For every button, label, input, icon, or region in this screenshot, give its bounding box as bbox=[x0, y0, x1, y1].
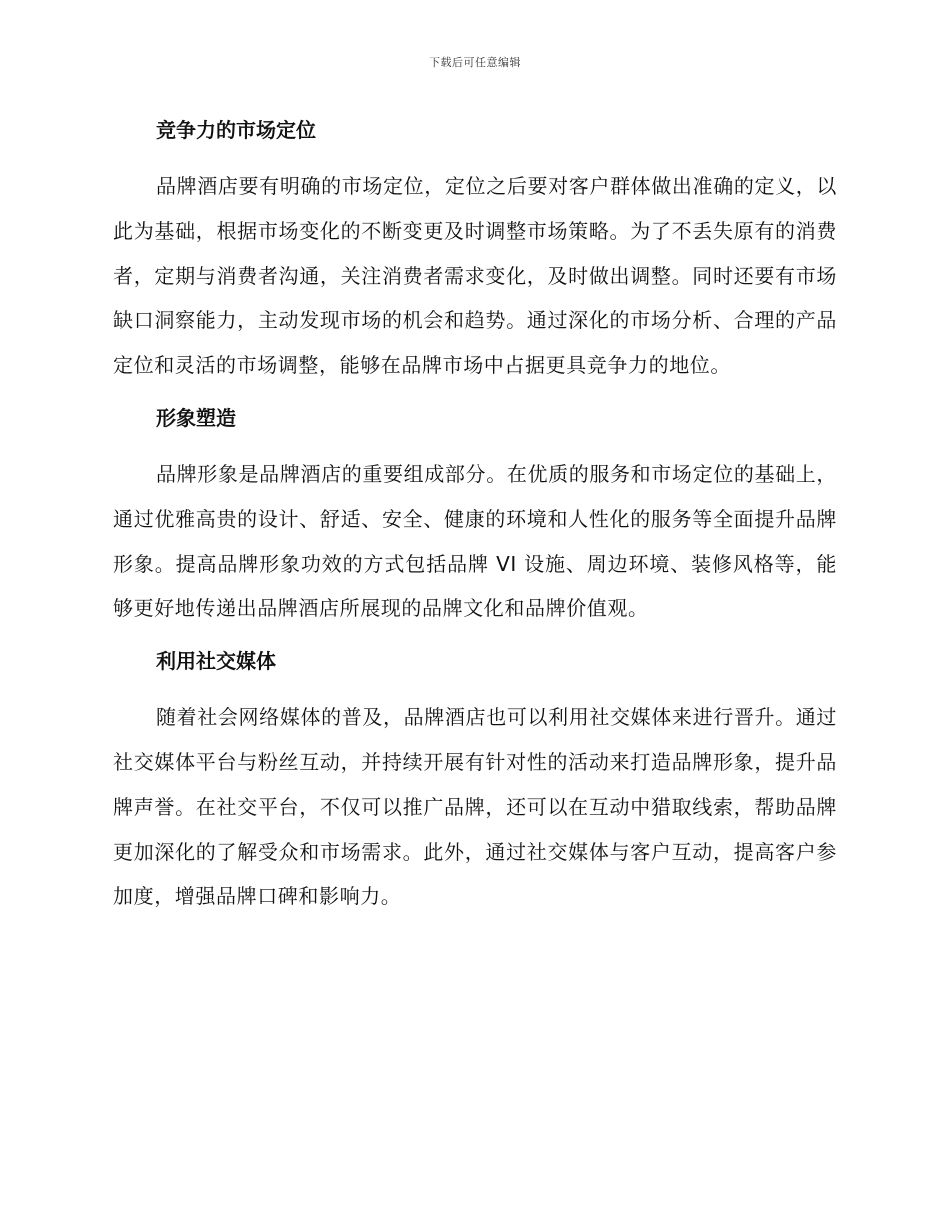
section-heading-image-building: 形象塑造 bbox=[156, 405, 236, 430]
section-paragraph-image-building: 品牌形象是品牌酒店的重要组成部分。在优质的服务和市场定位的基础上，通过优雅高贵的设计、舒适、安全、健康的环境和人性化的服务等全面提升品牌形象。提高品牌形象功效的方式包括品牌 VI 设施、周边环境、装修风格等，能够更好地传递出品牌酒店所展现的品牌文化和品牌价值观。 bbox=[113, 461, 837, 621]
section-heading-social-media: 利用社交媒体 bbox=[156, 649, 276, 674]
document-body bbox=[113, 112, 837, 919]
section-heading-market-positioning: 竞争力的市场定位 bbox=[156, 118, 316, 142]
page-header-note: 下载后可任意编辑 bbox=[429, 56, 521, 69]
section-paragraph-social-media: 随着社会网络媒体的普及，品牌酒店也可以利用社交媒体来进行晋升。通过社交媒体平台与粉丝互动，并持续开展有针对性的活动来打造品牌形象，提升品牌声誉。在社交平台，不仅可以推广品牌，还可以在互动中猎取线索，帮助品牌更加深化的了解受众和市场需求。此外，通过社交媒体与客户互动，提高客户参加度，增强品牌口碑和影响力。 bbox=[113, 705, 837, 909]
section-paragraph-market-positioning: 品牌酒店要有明确的市场定位，定位之后要对客户群体做出准确的定义，以此为基础，根据市场变化的不断变更及时调整市场策略。为了不丢失原有的消费者，定期与消费者沟通，关注消费者需求变化，及时做出调整。同时还要有市场缺口洞察能力，主动发现市场的机会和趋势。通过深化的市场分析、合理的产品定位和灵活的市场调整，能够在品牌市场中占据更具竞争力的地位。 bbox=[113, 174, 837, 378]
